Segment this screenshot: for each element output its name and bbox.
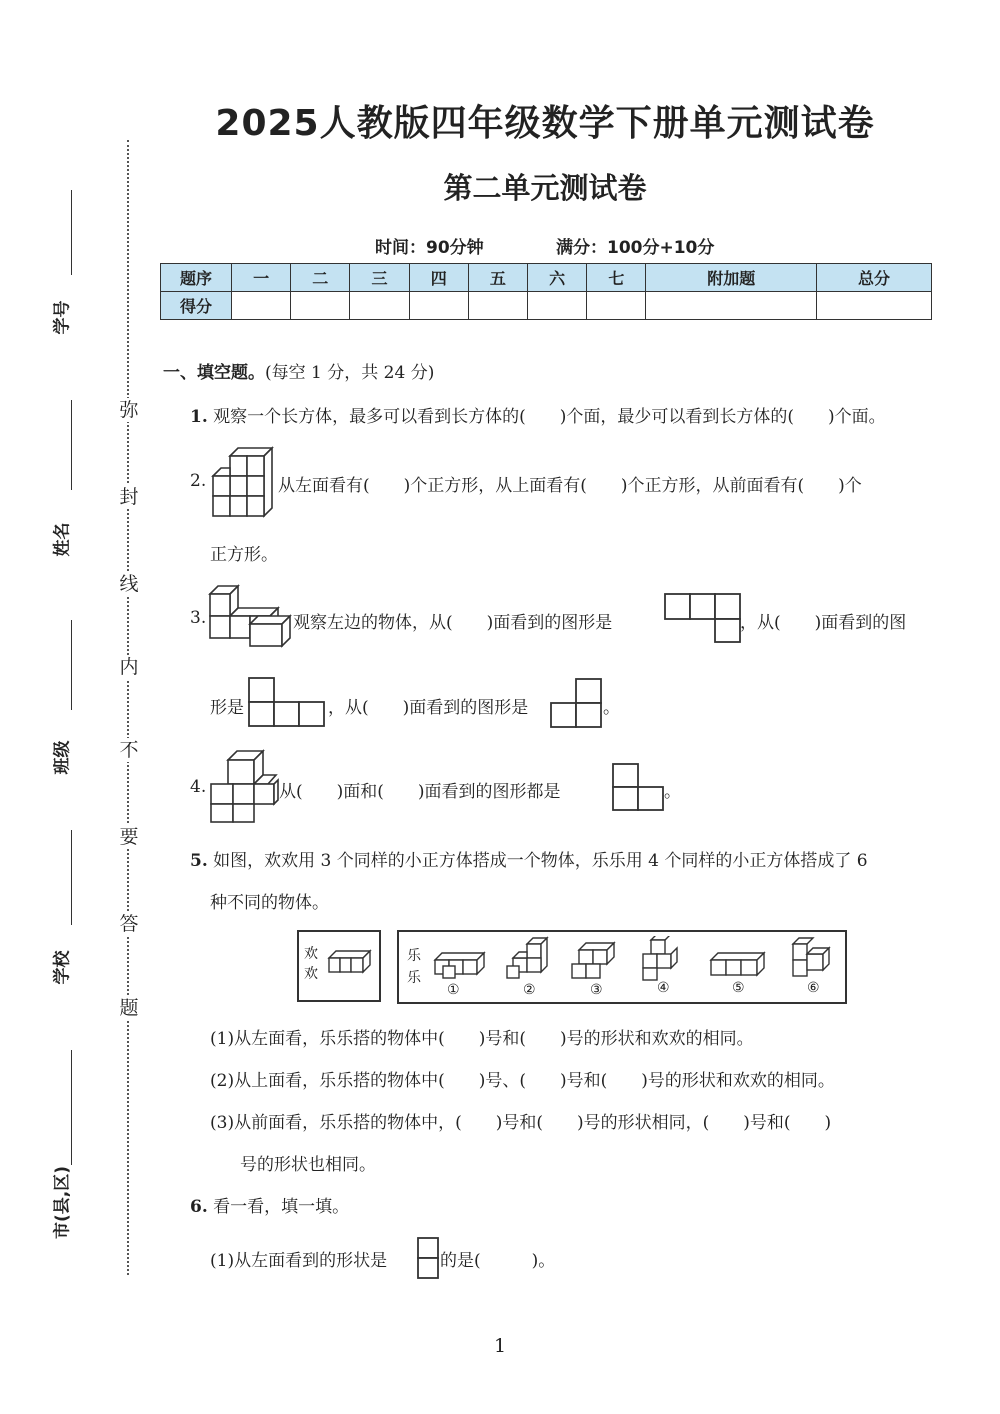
question-3-text-b: ，从( )面看到的图: [740, 613, 907, 633]
student-id-line[interactable]: [71, 190, 72, 275]
seal-char: 弥: [116, 398, 142, 422]
score-header-cell: 三: [350, 264, 409, 292]
name-label: 姓名: [52, 522, 73, 557]
lele-label-2: 乐: [407, 970, 421, 986]
score-cell[interactable]: [232, 292, 291, 320]
section-heading: [163, 358, 434, 383]
question-3-number: 3.: [190, 608, 207, 628]
question-5-sub1: (1)从左面看，乐乐搭的物体中( )号和( )号的形状和欢欢的相同。: [210, 1029, 754, 1049]
question-number: 5.: [190, 851, 208, 871]
score-cell[interactable]: [587, 292, 646, 320]
score-cell[interactable]: [468, 292, 527, 320]
question-6-sub1-b: 的是( )。: [440, 1251, 556, 1271]
shape-number-2: ②: [523, 982, 536, 998]
question-text: 看一看，填一填。: [213, 1197, 350, 1217]
question-5-sub3-continuation: 号的形状也相同。: [240, 1155, 376, 1175]
score-cell[interactable]: [646, 292, 817, 320]
shape-view-q6: [416, 1236, 440, 1280]
lele-cube-shapes: [429, 936, 843, 984]
score-table-header-row: [161, 264, 932, 292]
page-subtitle: 第二单元测试卷: [443, 171, 647, 205]
score-row-label: 得分: [161, 292, 232, 320]
name-line[interactable]: [71, 400, 72, 490]
city-line[interactable]: [71, 1050, 72, 1165]
seal-char: 内: [116, 655, 142, 679]
shape-number-3: ③: [590, 982, 603, 998]
score-cell[interactable]: [350, 292, 409, 320]
score-header-cell: 七: [587, 264, 646, 292]
question-2-text: 从左面看有( )个正方形，从上面看有( )个正方形，从前面看有( )个: [278, 476, 862, 496]
seal-char: 题: [116, 996, 142, 1020]
score-cell[interactable]: [291, 292, 350, 320]
exam-full-score: 满分：100分+10分: [556, 238, 715, 258]
score-header-cell: 一: [232, 264, 291, 292]
class-label: 班级: [52, 740, 73, 775]
cube-figure-q2: [208, 446, 280, 518]
score-table-row: [161, 292, 932, 320]
question-5-sub3: (3)从前面看，乐乐搭的物体中，( )号和( )号的形状相同，( )号和( ): [210, 1113, 832, 1133]
question-4-number: 4.: [190, 777, 207, 797]
seal-char: 不: [116, 738, 142, 762]
score-header-cell: 题序: [161, 264, 232, 292]
section-note: (每空 1 分，共 24 分): [265, 363, 435, 383]
seal-char: 答: [116, 912, 142, 936]
page-number: 1: [493, 1335, 507, 1357]
question-4-text: 从( )面和( )面看到的图形都是: [279, 782, 561, 802]
shape-view-q3-a: [664, 592, 742, 644]
question-text: 如图，欢欢用 3 个同样的小正方体搭成一个物体，乐乐用 4 个同样的小正方体搭成了 6: [213, 851, 868, 871]
huanhuan-cubes: [327, 946, 375, 980]
question-5: [190, 846, 868, 871]
question-text: 观察一个长方体，最多可以看到长方体的( )个面，最少可以看到长方体的( )个面。: [213, 407, 886, 427]
huanhuan-label-1: 欢: [304, 946, 318, 962]
page-title: 2025人教版四年级数学下册单元测试卷: [215, 103, 875, 144]
question-number: 1.: [190, 407, 208, 427]
student-id-label: 学号: [52, 300, 73, 335]
city-label: 市(县,区): [52, 1166, 73, 1239]
question-4-end: 。: [664, 782, 681, 802]
shape-number-6: ⑥: [807, 980, 820, 996]
question-5-sub2: (2)从上面看，乐乐搭的物体中( )号、( )号和( )号的形状和欢欢的相同。: [210, 1071, 835, 1091]
lele-label-1: 乐: [407, 948, 421, 964]
question-number: 6.: [190, 1197, 208, 1217]
question-2-number: 2.: [190, 471, 207, 491]
score-cell[interactable]: [409, 292, 468, 320]
seal-char: 封: [116, 485, 142, 509]
question-1: [190, 402, 886, 427]
shape-view-q3-c: [549, 677, 603, 729]
seal-char: 线: [116, 572, 142, 596]
shape-view-q4: [611, 762, 665, 812]
score-header-cell: 五: [468, 264, 527, 292]
cube-figure-q3: [207, 582, 293, 650]
shape-number-1: ①: [447, 982, 460, 998]
section-title: 一、填空题。: [163, 363, 265, 383]
shape-number-4: ④: [657, 980, 670, 996]
class-line[interactable]: [71, 620, 72, 710]
lele-figure-box: [397, 930, 847, 1004]
question-3-line2-a: 形是: [210, 698, 244, 718]
score-header-cell: 总分: [817, 264, 932, 292]
score-table: [160, 263, 932, 320]
question-3-text-a: 观察左边的物体，从( )面看到的图形是: [293, 613, 613, 633]
question-6-sub1-a: (1)从左面看到的形状是: [210, 1251, 388, 1271]
seal-dotted-line: [127, 140, 129, 1275]
question-3-line2-c: 。: [603, 698, 620, 718]
cube-figure-q4: [208, 748, 280, 824]
score-header-cell: 六: [528, 264, 587, 292]
score-header-cell: 二: [291, 264, 350, 292]
question-6: [190, 1192, 349, 1217]
huanhuan-figure-box: [297, 930, 381, 1002]
exam-time: 时间：90分钟: [375, 238, 484, 258]
school-line[interactable]: [71, 830, 72, 925]
score-header-cell: 四: [409, 264, 468, 292]
shape-view-q3-b: [248, 676, 328, 728]
shape-number-5: ⑤: [732, 980, 745, 996]
score-cell[interactable]: [528, 292, 587, 320]
question-3-line2-b: ，从( )面看到的图形是: [328, 698, 529, 718]
score-header-cell: 附加题: [646, 264, 817, 292]
score-cell[interactable]: [817, 292, 932, 320]
huanhuan-label-2: 欢: [304, 966, 318, 982]
question-2-continuation: 正方形。: [210, 545, 278, 565]
question-5-continuation: 种不同的物体。: [210, 893, 329, 913]
school-label: 学校: [52, 950, 73, 985]
seal-char: 要: [116, 825, 142, 849]
